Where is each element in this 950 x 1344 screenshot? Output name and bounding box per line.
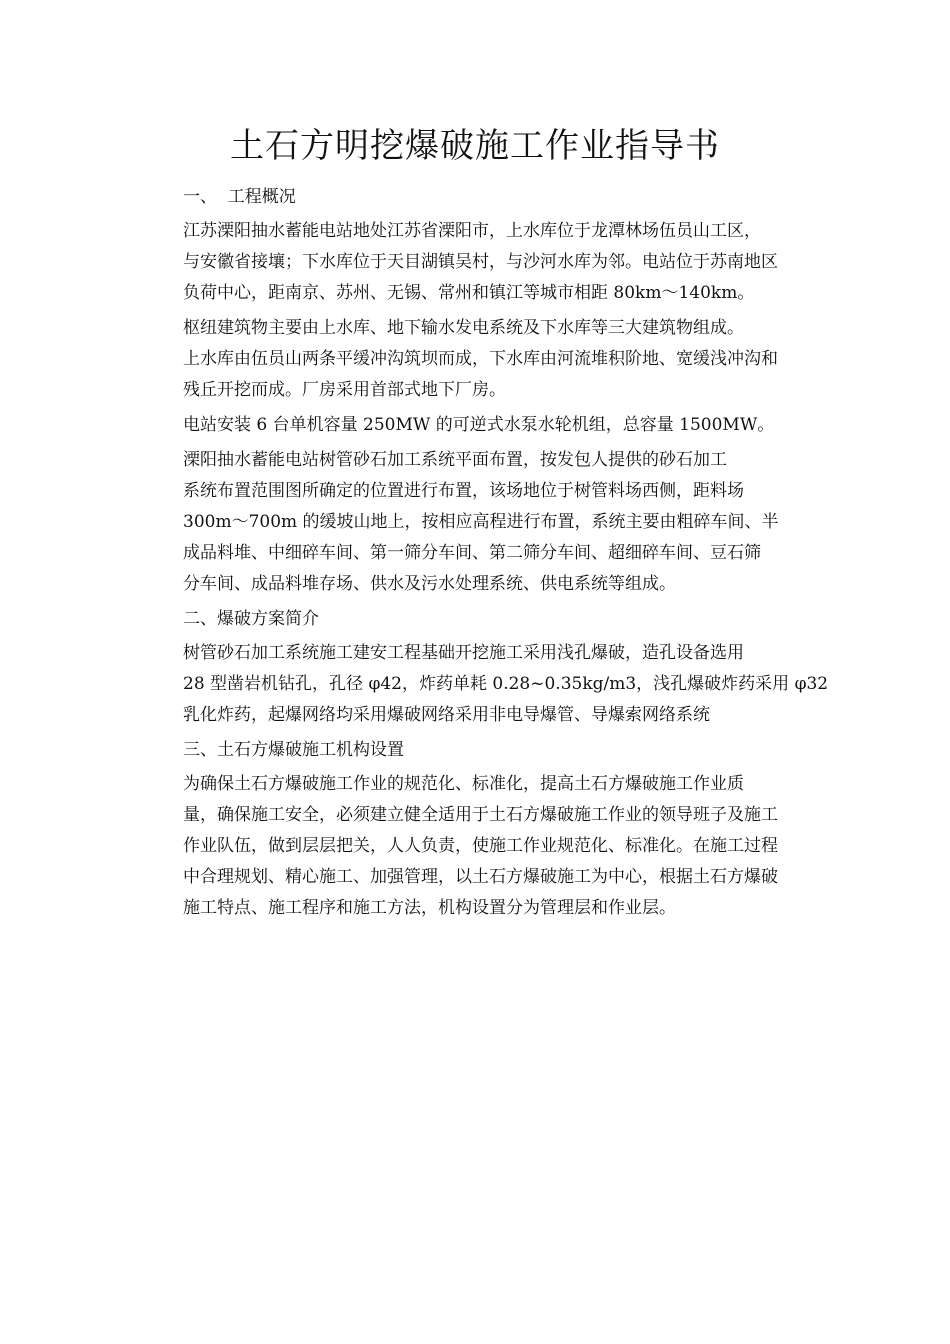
text-line: 上水库由伍员山两条平缓冲沟筑坝而成，下水库由河流堆积阶地、宽缓浅冲沟和 <box>183 349 778 369</box>
section-organization <box>145 735 810 924</box>
text-line: 负荷中心，距南京、苏州、无锡、常州和镇江等城市相距 80km～140km。 <box>183 283 755 303</box>
section-project-overview <box>145 182 810 600</box>
text-line: 中合理规划、精心施工、加强管理，以土石方爆破施工为中心，根据土石方爆破 <box>183 867 778 887</box>
text-line: 施工特点、施工程序和施工方法，机构设置分为管理层和作业层。 <box>183 898 676 918</box>
text-line: 残丘开挖而成。厂房采用首部式地下厂房。 <box>183 380 506 400</box>
paragraph-layout <box>145 445 810 600</box>
text-line: 为确保土石方爆破施工作业的规范化、标准化，提高土石方爆破施工作业质 <box>183 774 744 794</box>
text-line: 分车间、成品料堆存场、供水及污水处理系统、供电系统等组成。 <box>183 574 676 594</box>
text-line: 乳化炸药，起爆网络均采用爆破网络采用非电导爆管、导爆索网络系统 <box>183 705 710 725</box>
paragraph-organization <box>145 769 810 924</box>
text-line: 量，确保施工安全，必须建立健全适用于土石方爆破施工作业的领导班子及施工 <box>183 805 778 825</box>
text-line: 树管砂石加工系统施工建安工程基础开挖施工采用浅孔爆破，造孔设备选用 <box>183 643 744 663</box>
paragraph-capacity <box>145 410 810 441</box>
paragraph-structures <box>145 313 810 406</box>
text-line: 与安徽省接壤；下水库位于天目湖镇吴村，与沙河水库为邻。电站位于苏南地区 <box>183 252 778 272</box>
document-body <box>145 182 829 928</box>
text-line: 江苏溧阳抽水蓄能电站地处江苏省溧阳市，上水库位于龙潭林场伍员山工区， <box>183 221 761 241</box>
paragraph-blasting-method <box>145 638 829 731</box>
section-heading: 三、土石方爆破施工机构设置 <box>183 740 404 760</box>
section-heading: 一、 工程概况 <box>183 187 296 207</box>
text-line: 28 型凿岩机钻孔，孔径 φ42，炸药单耗 0.28~0.35kg/m3，浅孔爆破炸药采用 φ32 <box>183 674 829 694</box>
text-line: 溧阳抽水蓄能电站树管砂石加工系统平面布置，按发包人提供的砂石加工 <box>183 450 727 470</box>
section-heading: 二、爆破方案简介 <box>183 609 319 629</box>
paragraph-location <box>145 216 810 309</box>
text-line: 300m～700m 的缓坡山地上，按相应高程进行布置，系统主要由粗碎车间、半 <box>183 512 779 532</box>
document-title: 土石方明挖爆破施工作业指导书 <box>230 126 720 166</box>
text-line: 电站安装 6 台单机容量 250MW 的可逆式水泵水轮机组，总容量 1500MW。 <box>183 415 775 435</box>
text-line: 枢纽建筑物主要由上水库、地下输水发电系统及下水库等三大建筑物组成。 <box>183 318 744 338</box>
text-line: 成品料堆、中细碎车间、第一筛分车间、第二筛分车间、超细碎车间、豆石筛 <box>183 543 761 563</box>
text-line: 系统布置范围图所确定的位置进行布置，该场地位于树管料场西侧，距料场 <box>183 481 744 501</box>
text-line: 作业队伍，做到层层把关，人人负责，使施工作业规范化、标准化。在施工过程 <box>183 836 778 856</box>
section-blasting-plan <box>145 604 829 731</box>
